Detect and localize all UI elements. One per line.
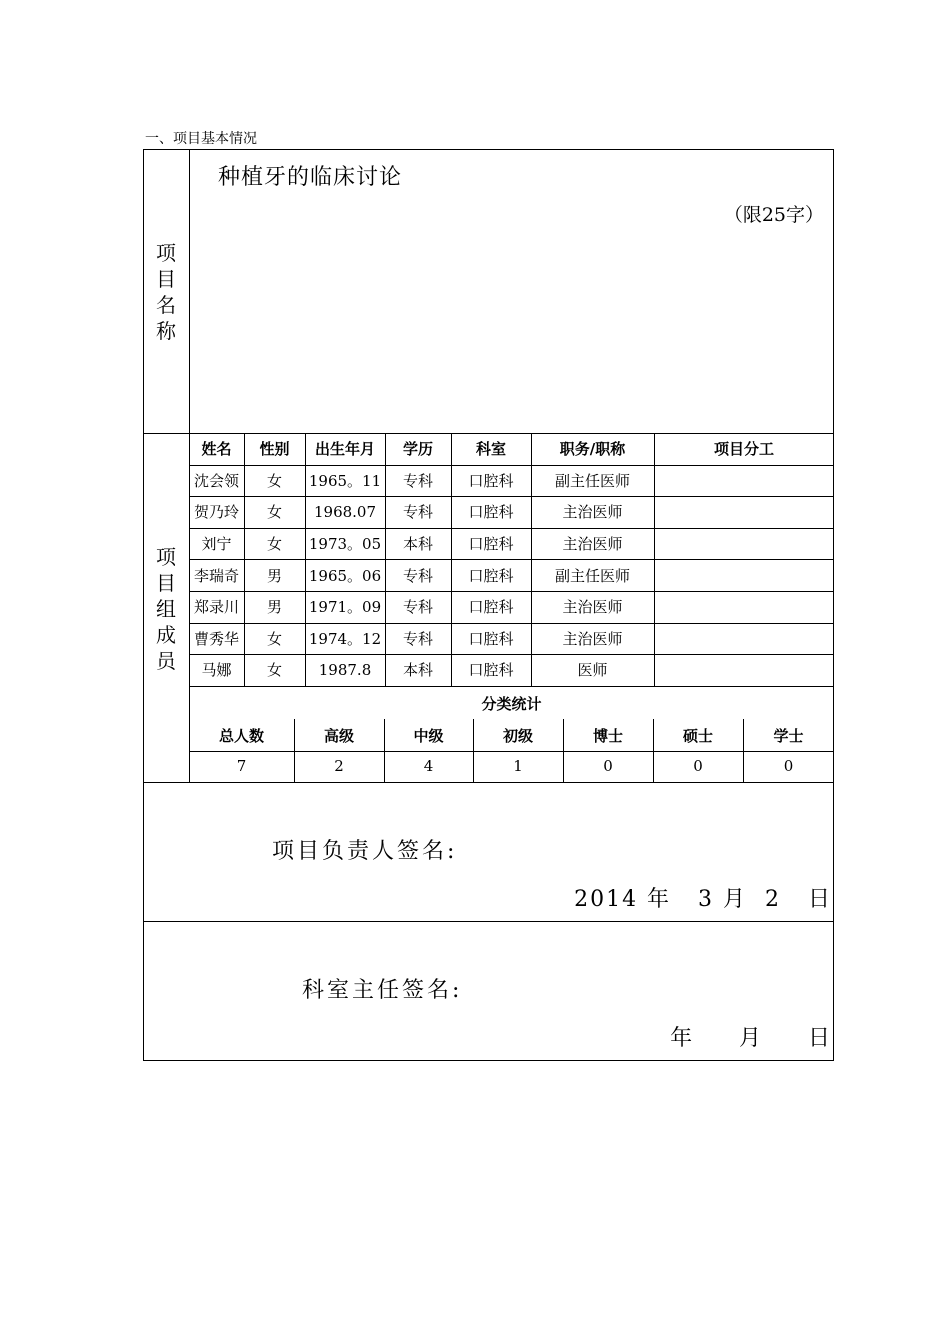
members-cell: 专科 — [402, 471, 433, 490]
project-name-label: 项 目 名 称 — [156, 241, 176, 343]
members-cell: 1965。06 — [308, 566, 382, 585]
members-cell — [654, 559, 834, 591]
members-cell: 1968.07 — [313, 502, 377, 521]
members-cell — [654, 496, 834, 528]
members-cell: 口腔科 — [468, 471, 514, 490]
members-header-cell: 姓名 — [201, 440, 232, 459]
members-cell: 李瑞奇 — [193, 566, 239, 585]
members-label: 项 目 组 成 员 — [156, 545, 176, 673]
stats-header-cell: 初级 — [502, 726, 533, 745]
members-cell: 男 — [266, 598, 282, 617]
members-cell: 女 — [266, 535, 282, 554]
stats-header-cell: 中级 — [413, 726, 444, 745]
members-cell: 沈会领 — [193, 471, 239, 490]
members-cell: 本科 — [402, 661, 433, 680]
project-name-value: 种植牙的临床讨论 — [218, 165, 403, 190]
stats-header-cell: 学士 — [773, 726, 804, 745]
members-cell — [654, 528, 834, 560]
stats-value-cell: 2 — [334, 757, 344, 776]
members-header-cell: 学历 — [402, 440, 433, 459]
members-cell: 口腔科 — [468, 503, 514, 522]
stats-title: 分类统计 — [481, 694, 542, 713]
stats-value-cell: 1 — [513, 757, 523, 776]
members-header-cell: 性别 — [259, 440, 290, 459]
members-cell: 口腔科 — [468, 535, 514, 554]
members-cell: 1974。12 — [308, 629, 382, 648]
members-cell: 女 — [266, 503, 282, 522]
members-cell: 主治医师 — [562, 629, 623, 648]
members-cell: 女 — [266, 629, 282, 648]
stats-header-cell: 高级 — [323, 726, 354, 745]
stats-header-cell: 总人数 — [218, 726, 264, 745]
stats-value-cell: 0 — [783, 757, 794, 776]
members-cell: 口腔科 — [468, 598, 514, 617]
section-title: 一、项目基本情况 — [145, 131, 257, 147]
members-cell: 1965。11 — [308, 471, 382, 490]
members-cell: 主治医师 — [562, 598, 623, 617]
members-cell: 曹秀华 — [193, 629, 239, 648]
stats-value-cell: 4 — [423, 757, 434, 776]
members-cell: 副主任医师 — [554, 566, 630, 585]
members-cell: 郑录川 — [193, 598, 239, 617]
members-header-cell: 科室 — [475, 440, 506, 459]
members-cell: 口腔科 — [468, 629, 514, 648]
members-cell: 女 — [266, 661, 282, 680]
stats-value-cell: 0 — [603, 757, 613, 776]
members-cell: 1971。09 — [308, 598, 382, 617]
members-cell — [654, 654, 834, 686]
members-cell: 马娜 — [201, 661, 232, 680]
members-cell: 1973。05 — [308, 535, 382, 554]
leader-sign-label: 项目负责人签名: — [272, 839, 458, 864]
members-header-cell: 职务/职称 — [559, 440, 626, 459]
members-cell: 专科 — [402, 503, 433, 522]
dept-sign-date: 年 月 日 — [670, 1026, 832, 1051]
members-cell: 口腔科 — [468, 661, 514, 680]
members-cell: 男 — [266, 566, 282, 585]
members-cell: 女 — [266, 471, 282, 490]
members-cell: 1987.8 — [318, 660, 372, 679]
members-cell: 主治医师 — [562, 503, 623, 522]
dept-sign-label: 科室主任签名: — [302, 978, 463, 1003]
members-cell: 专科 — [402, 566, 433, 585]
members-cell: 专科 — [402, 629, 433, 648]
members-cell: 本科 — [402, 535, 433, 554]
members-cell — [654, 591, 834, 623]
stats-header-cell: 硕士 — [682, 726, 713, 745]
members-cell — [654, 623, 834, 655]
members-cell: 医师 — [577, 661, 608, 680]
project-name-limit-note: （限25字） — [723, 204, 824, 226]
divider-sign-sections — [143, 921, 834, 922]
divider-members-sign — [143, 782, 834, 783]
members-header-cell: 项目分工 — [713, 440, 774, 459]
members-cell: 主治医师 — [562, 535, 623, 554]
members-cell: 口腔科 — [468, 566, 514, 585]
leader-sign-date: 2014 年 3 月 2 日 — [574, 887, 832, 912]
members-cell: 贺乃玲 — [193, 503, 239, 522]
members-cell: 专科 — [402, 598, 433, 617]
stats-value-cell: 0 — [693, 757, 703, 776]
stats-value-cell: 7 — [236, 757, 247, 776]
members-cell: 刘宁 — [201, 535, 232, 554]
stats-header-cell: 博士 — [592, 726, 623, 745]
members-cell — [654, 465, 834, 497]
members-header-cell: 出生年月 — [314, 440, 375, 459]
members-row-line — [189, 686, 834, 687]
members-cell: 副主任医师 — [554, 471, 630, 490]
